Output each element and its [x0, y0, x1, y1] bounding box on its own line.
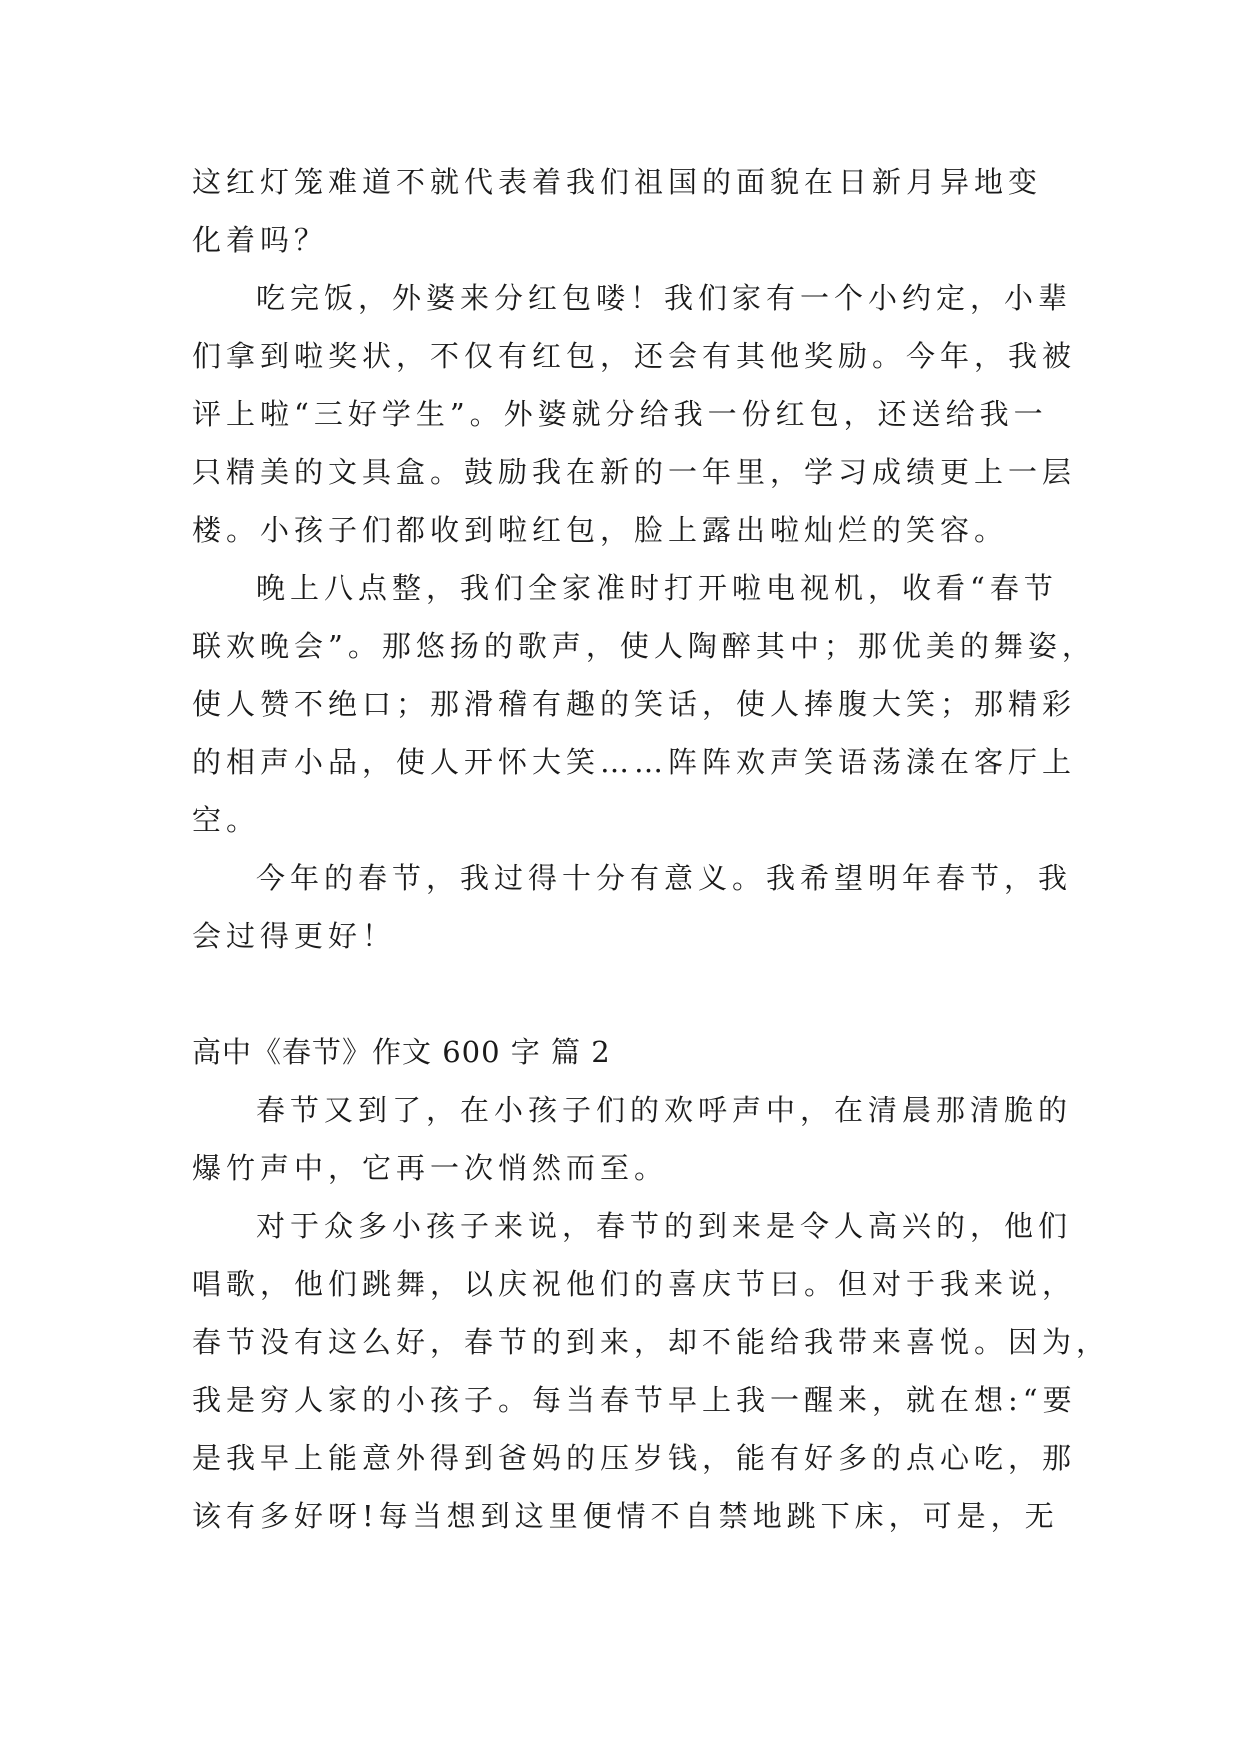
paragraph-line: 春节没有这么好，春节的到来，却不能给我带来喜悦。因为， [192, 1325, 1111, 1359]
paragraph-line: 对于众多小孩子来说，春节的到来是令人高兴的，他们 [256, 1209, 1073, 1243]
paragraph-line: 春节又到了，在小孩子们的欢呼声中，在清晨那清脆的 [256, 1093, 1073, 1127]
paragraph-line: 晚上八点整，我们全家准时打开啦电视机，收看“春节 [256, 571, 1058, 605]
paragraph-line: 这红灯笼难道不就代表着我们祖国的面貌在日新月异地变 [192, 165, 1043, 199]
paragraph-line: 联欢晚会”。那悠扬的歌声，使人陶醉其中；那优美的舞姿， [192, 629, 1096, 663]
paragraph-line: 使人赞不绝口；那滑稽有趣的笑话，使人捧腹大笑；那精彩 [192, 687, 1077, 721]
paragraph-line: 爆竹声中，它再一次悄然而至。 [192, 1151, 669, 1185]
paragraph-line: 的相声小品，使人开怀大笑……阵阵欢声笑语荡漾在客厅上 [192, 745, 1077, 779]
paragraph-line: 是我早上能意外得到爸妈的压岁钱，能有好多的点心吃，那 [192, 1441, 1077, 1475]
paragraph-line: 我是穷人家的小孩子。每当春节早上我一醒来，就在想:“要 [192, 1383, 1077, 1417]
paragraph-line: 该有多好呀!每当想到这里便情不自禁地跳下床，可是，无 [192, 1499, 1059, 1533]
paragraph-line: 只精美的文具盒。鼓励我在新的一年里，学习成绩更上一层 [192, 455, 1077, 489]
section-heading: 高中《春节》作文 600 字 篇 2 [192, 1035, 611, 1069]
paragraph-line: 们拿到啦奖状，不仅有红包，还会有其他奖励。今年，我被 [192, 339, 1077, 373]
paragraph-line: 空。 [192, 803, 261, 837]
paragraph-line: 唱歌，他们跳舞，以庆祝他们的喜庆节曰。但对于我来说， [192, 1267, 1077, 1301]
paragraph-line: 楼。小孩子们都收到啦红包，脸上露出啦灿烂的笑容。 [192, 513, 1009, 547]
paragraph-line: 吃完饭，外婆来分红包喽！我们家有一个小约定，小辈 [256, 281, 1073, 315]
paragraph-line: 今年的春节，我过得十分有意义。我希望明年春节，我 [256, 861, 1073, 895]
paragraph-line: 会过得更好！ [192, 919, 397, 953]
paragraph-line: 化着吗？ [192, 223, 329, 257]
paragraph-line: 评上啦“三好学生”。外婆就分给我一份红包，还送给我一 [192, 397, 1048, 431]
